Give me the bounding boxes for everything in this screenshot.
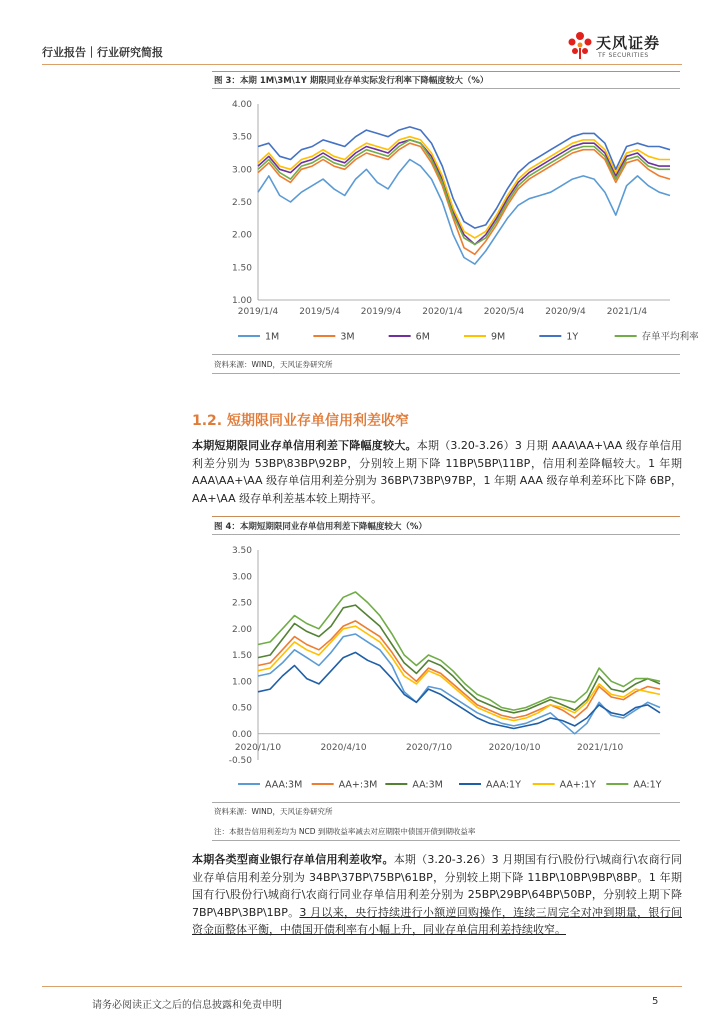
fig3-legend-label: 存单平均利率	[641, 331, 699, 343]
fig3-ytick-label: 1.50	[231, 263, 252, 274]
fig3-xtick-label: 2019/9/4	[360, 307, 402, 317]
figure4-note: 注：本报告信用利差均为 NCD 到期收益率减去对应期限中债国开债到期收益率	[214, 827, 476, 836]
brand-logo	[566, 30, 686, 64]
fig3-ytick-label: 2.50	[231, 198, 252, 208]
paragraph-1	[192, 437, 682, 507]
fig3-ytick-label: 1.00	[231, 296, 252, 306]
fig3-legend-label: 1Y	[566, 331, 579, 343]
fig4-xtick-label: 2020/10/10	[488, 743, 541, 753]
figure3-bottom-rule	[212, 354, 680, 355]
fig4-legend-label: AA+:1Y	[559, 779, 596, 791]
paragraph-1-lead: 本期短期限同业存单信用利差下降幅度较大。	[192, 439, 417, 452]
fig4-ytick-label: 0.00	[231, 729, 252, 740]
paragraph-1-body: 本期（3.20-3.26）3 月期 AAA\AA+\AA 级存单信用利差分别为 53BP\83BP\92BP，分别较上期下降 11BP\5BP\11BP，信用利差降幅较大。1 年期 AAA\AA+\AA 级存单信用利差分别为 36BP\73BP\97BP，1 年期 AAA 级存单利差环比下降 6BP，AA+\AA 级存单利差基本较上期持平。	[192, 439, 682, 505]
section-title: 1.2. 短期限同业存单信用利差收窄	[192, 413, 409, 429]
fig4-ytick-label: 3.50	[231, 546, 252, 556]
fig3-ytick-label: 4.00	[231, 100, 252, 110]
figure3-title-rule	[212, 88, 680, 89]
fig4-legend-label: AAA:3M	[265, 779, 303, 791]
fig4-ytick-label: 3.00	[231, 572, 252, 583]
fig4-xtick-label: 2020/1/10	[234, 743, 282, 753]
fig4-ytick-label: 1.50	[231, 651, 252, 661]
flower-logo-icon	[566, 30, 594, 60]
figure3-chart	[212, 90, 699, 352]
fig3-series-line	[258, 127, 670, 228]
figure4-chart	[212, 538, 680, 800]
fig4-ytick-label: 1.00	[231, 677, 252, 688]
fig3-legend-label: 9M	[491, 331, 506, 343]
fig4-series-line	[258, 652, 660, 728]
fig3-legend-label: 6M	[415, 331, 430, 343]
footer-divider	[42, 986, 682, 987]
paragraph-2-lead: 本期各类型商业银行存单信用利差收窄。	[192, 853, 394, 866]
fig3-xtick-label: 2019/5/4	[299, 307, 340, 317]
fig3-legend-label: 3M	[340, 331, 355, 343]
figure3-source: 资料来源：WIND，天风证券研究所	[214, 360, 333, 369]
figure4-note-rule	[212, 840, 680, 841]
figure4-bottom-rule	[212, 802, 680, 803]
logo-english-text: TF SECURITIES	[598, 52, 649, 59]
fig3-ytick-label: 3.00	[231, 165, 252, 176]
paragraph-2-underlined: 3 月以来，央行持续进行小额逆回购操作，连续三周完全对冲到期量，银行间资金面整体平衡，中债国开债利率有小幅上升，同业存单信用利差持续收窄。	[192, 905, 682, 936]
fig4-ytick-label: -0.50	[228, 756, 252, 766]
figure4-top-rule	[212, 516, 680, 517]
fig3-xtick-label: 2020/9/4	[545, 307, 586, 317]
fig3-ytick-label: 2.00	[231, 230, 252, 241]
paragraph-2-body: 本期（3.20-3.26）3 月期国有行\股份行\城商行\农商行同业存单信用利差分别为 34BP\37BP\75BP\61BP，分别较上期下降 11BP\10BP\9BP\8BP。1 年期国有行\股份行\城商行\农商行同业存单信用利差分别为 25BP\29BP\64BP\50BP，分别较上期下降 7BP\4BP\3BP\1BP。	[192, 853, 682, 919]
fig4-series-line	[258, 605, 660, 713]
figure4-title-rule	[212, 534, 680, 535]
fig4-xtick-label: 2020/4/10	[320, 743, 367, 753]
fig3-ytick-label: 3.50	[231, 132, 252, 143]
fig4-xtick-label: 2020/7/10	[405, 743, 453, 753]
fig3-xtick-label: 2021/1/4	[606, 307, 648, 317]
fig4-legend-label: AA+:3M	[338, 779, 378, 791]
page-number: 5	[652, 996, 659, 1007]
fig4-ytick-label: 0.50	[231, 703, 252, 714]
fig3-xtick-label: 2020/1/4	[422, 307, 463, 317]
fig3-xtick-label: 2019/1/4	[237, 307, 279, 317]
fig4-legend-label: AA:1Y	[633, 779, 662, 791]
figure4-title: 图 4：本期短期限同业存单信用利差下降幅度较大（%）	[214, 522, 427, 532]
figure3-top-rule	[212, 71, 680, 72]
fig3-legend-label: 1M	[265, 331, 280, 343]
figure3-source-rule	[212, 373, 680, 374]
fig4-legend-label: AAA:1Y	[486, 779, 521, 791]
paragraph-2	[192, 851, 682, 939]
fig4-ytick-label: 2.50	[231, 598, 252, 609]
footer-disclaimer: 请务必阅读正文之后的信息披露和免责申明	[92, 1000, 282, 1011]
header-divider	[42, 64, 682, 65]
fig4-xtick-label: 2021/1/10	[577, 743, 624, 753]
header-title: 行业报告｜行业研究简报	[42, 46, 163, 59]
fig4-ytick-label: 2.00	[231, 624, 252, 635]
figure3-title: 图 3：本期 1M\3M\1Y 期限同业存单实际发行利率下降幅度较大（%）	[214, 76, 489, 86]
fig4-legend-label: AA:3M	[412, 779, 443, 791]
fig3-xtick-label: 2020/5/4	[483, 307, 525, 317]
figure4-source: 资料来源：WIND，天风证券研究所	[214, 807, 333, 816]
logo-chinese-text: 天风证券	[596, 34, 661, 52]
